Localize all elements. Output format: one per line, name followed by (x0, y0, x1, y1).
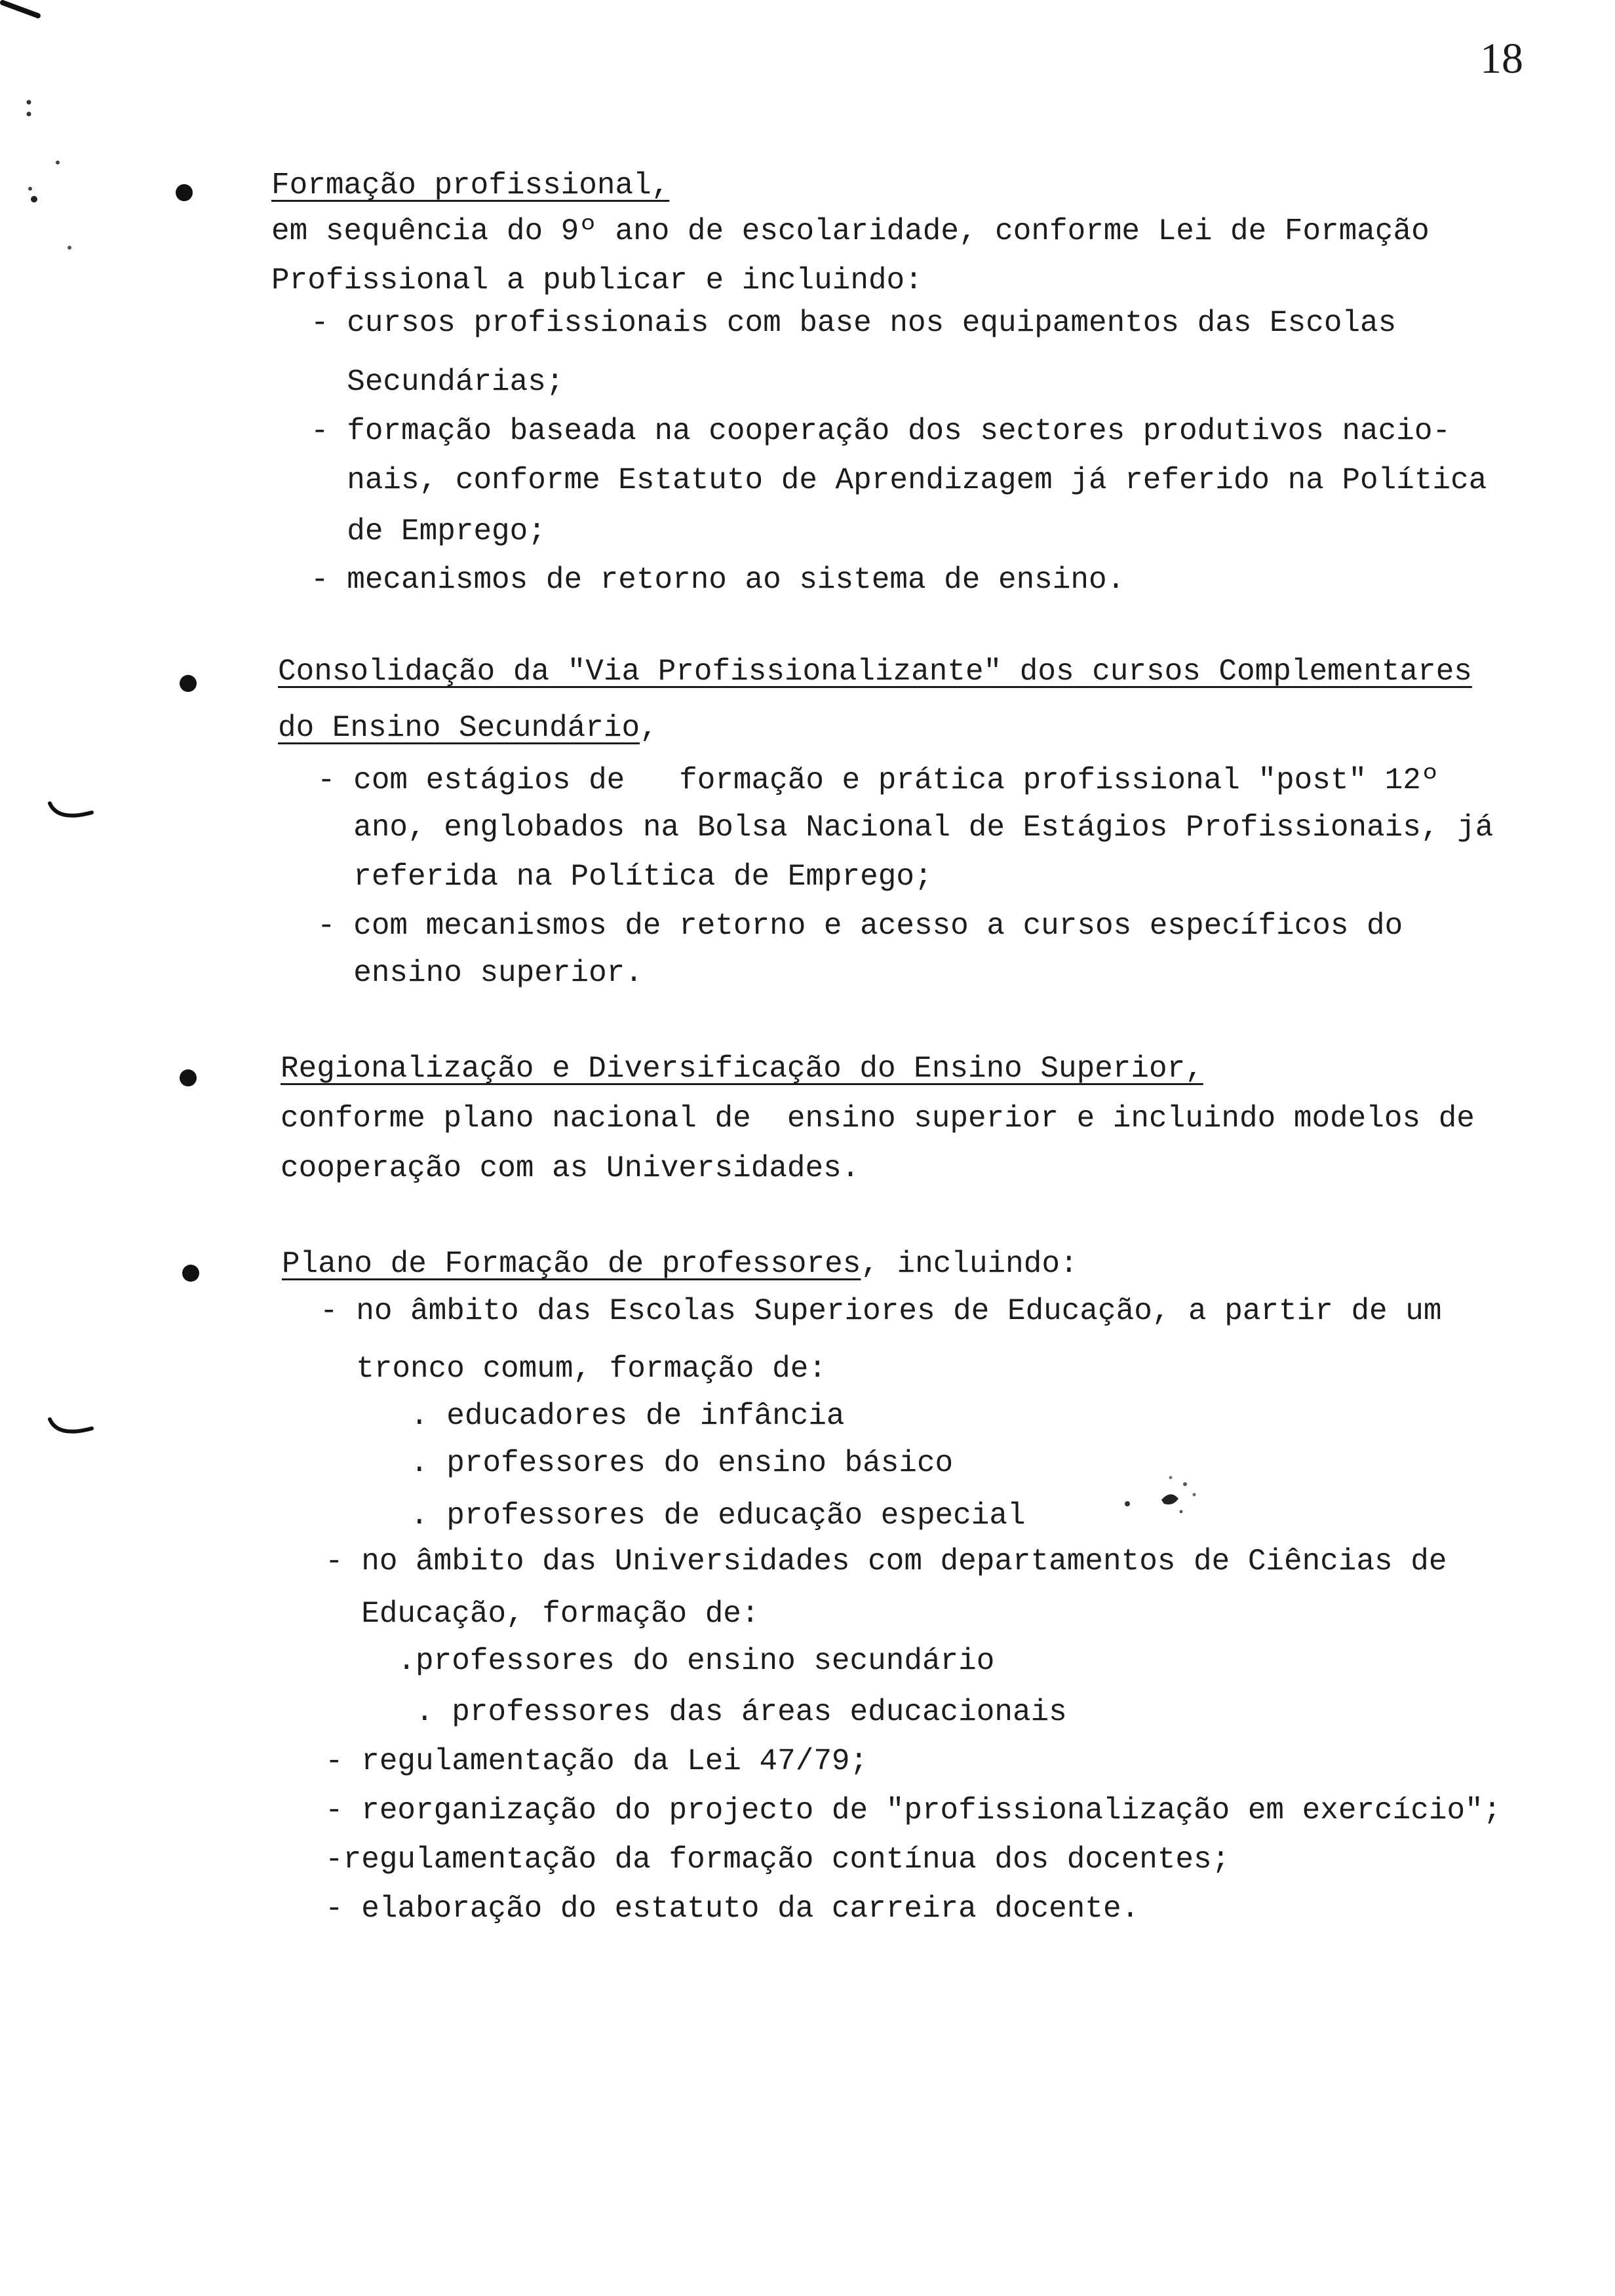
list-item: - com estágios de formação e prática profissional "post" 12º (317, 763, 1439, 797)
page-number: 18 (1480, 35, 1523, 83)
body-line: em sequência do 9º ano de escolaridade, conforme Lei de Formação (271, 214, 1430, 248)
section-heading: Regionalização e Diversificação do Ensino Superior, (281, 1052, 1203, 1086)
list-item: - no âmbito das Escolas Superiores de Educação, a partir de um (320, 1294, 1442, 1328)
heading-trail: , (640, 711, 658, 745)
list-item: referida na Política de Emprego; (317, 860, 933, 894)
list-item: - elaboração do estatuto da carreira docente. (325, 1892, 1140, 1926)
bullet-point (180, 675, 197, 692)
list-item: Secundárias; (311, 365, 564, 399)
margin-dot-marks (20, 92, 79, 262)
list-item: . professores de educação especial (320, 1499, 1026, 1533)
margin-tick-mark (46, 1414, 105, 1447)
list-item: - com mecanismos de retorno e acesso a cursos específicos do (317, 909, 1403, 943)
margin-tick-mark (46, 798, 105, 831)
section-heading (282, 1249, 1078, 1279)
heading-trail: , incluindo: (861, 1247, 1078, 1281)
section-heading: Formação profissional, (271, 168, 670, 202)
list-item: . professores das áreas educacionais (325, 1695, 1067, 1729)
bullet-point (180, 1069, 197, 1086)
ink-smudge-mark (1108, 1458, 1206, 1517)
section-heading-underlined: Plano de Formação de professores (282, 1247, 861, 1281)
list-item: - cursos profissionais com base nos equipamentos das Escolas (311, 306, 1397, 340)
list-item: - formação baseada na cooperação dos sectores produtivos nacio- (311, 414, 1451, 448)
list-item: . educadores de infância (320, 1399, 845, 1433)
list-item: -regulamentação da formação contínua dos docentes; (325, 1843, 1230, 1877)
section-heading (278, 713, 658, 743)
list-item: nais, conforme Estatuto de Aprendizagem já referido na Política (311, 463, 1487, 497)
list-item: ensino superior. (317, 956, 643, 990)
list-item: de Emprego; (311, 514, 546, 548)
body-line: conforme plano nacional de ensino superior e incluindo modelos de (281, 1101, 1475, 1136)
bullet-point (182, 1265, 199, 1282)
list-item: - no âmbito das Universidades com departamentos de Ciências de (325, 1544, 1447, 1578)
list-item: - mecanismos de retorno ao sistema de ensino. (311, 563, 1125, 597)
list-item: ano, englobados na Bolsa Nacional de Estágios Profissionais, já (317, 811, 1494, 845)
body-line: cooperação com as Universidades. (281, 1151, 860, 1185)
section-heading-underlined: do Ensino Secundário (278, 711, 640, 745)
list-item: - reorganização do projecto de "profissionalização em exercício"; (325, 1793, 1502, 1827)
list-item: .professores do ensino secundário (325, 1644, 995, 1678)
list-item: tronco comum, formação de: (320, 1352, 827, 1386)
list-item: . professores do ensino básico (320, 1446, 954, 1480)
bullet-point (176, 184, 193, 201)
corner-scan-mark (0, 0, 79, 26)
list-item: Educação, formação de: (325, 1597, 760, 1631)
section-heading: Consolidação da "Via Profissionalizante" dos cursos Complementares (278, 655, 1472, 689)
body-line: Profissional a publicar e incluindo: (271, 263, 923, 297)
list-item: - regulamentação da Lei 47/79; (325, 1744, 868, 1778)
